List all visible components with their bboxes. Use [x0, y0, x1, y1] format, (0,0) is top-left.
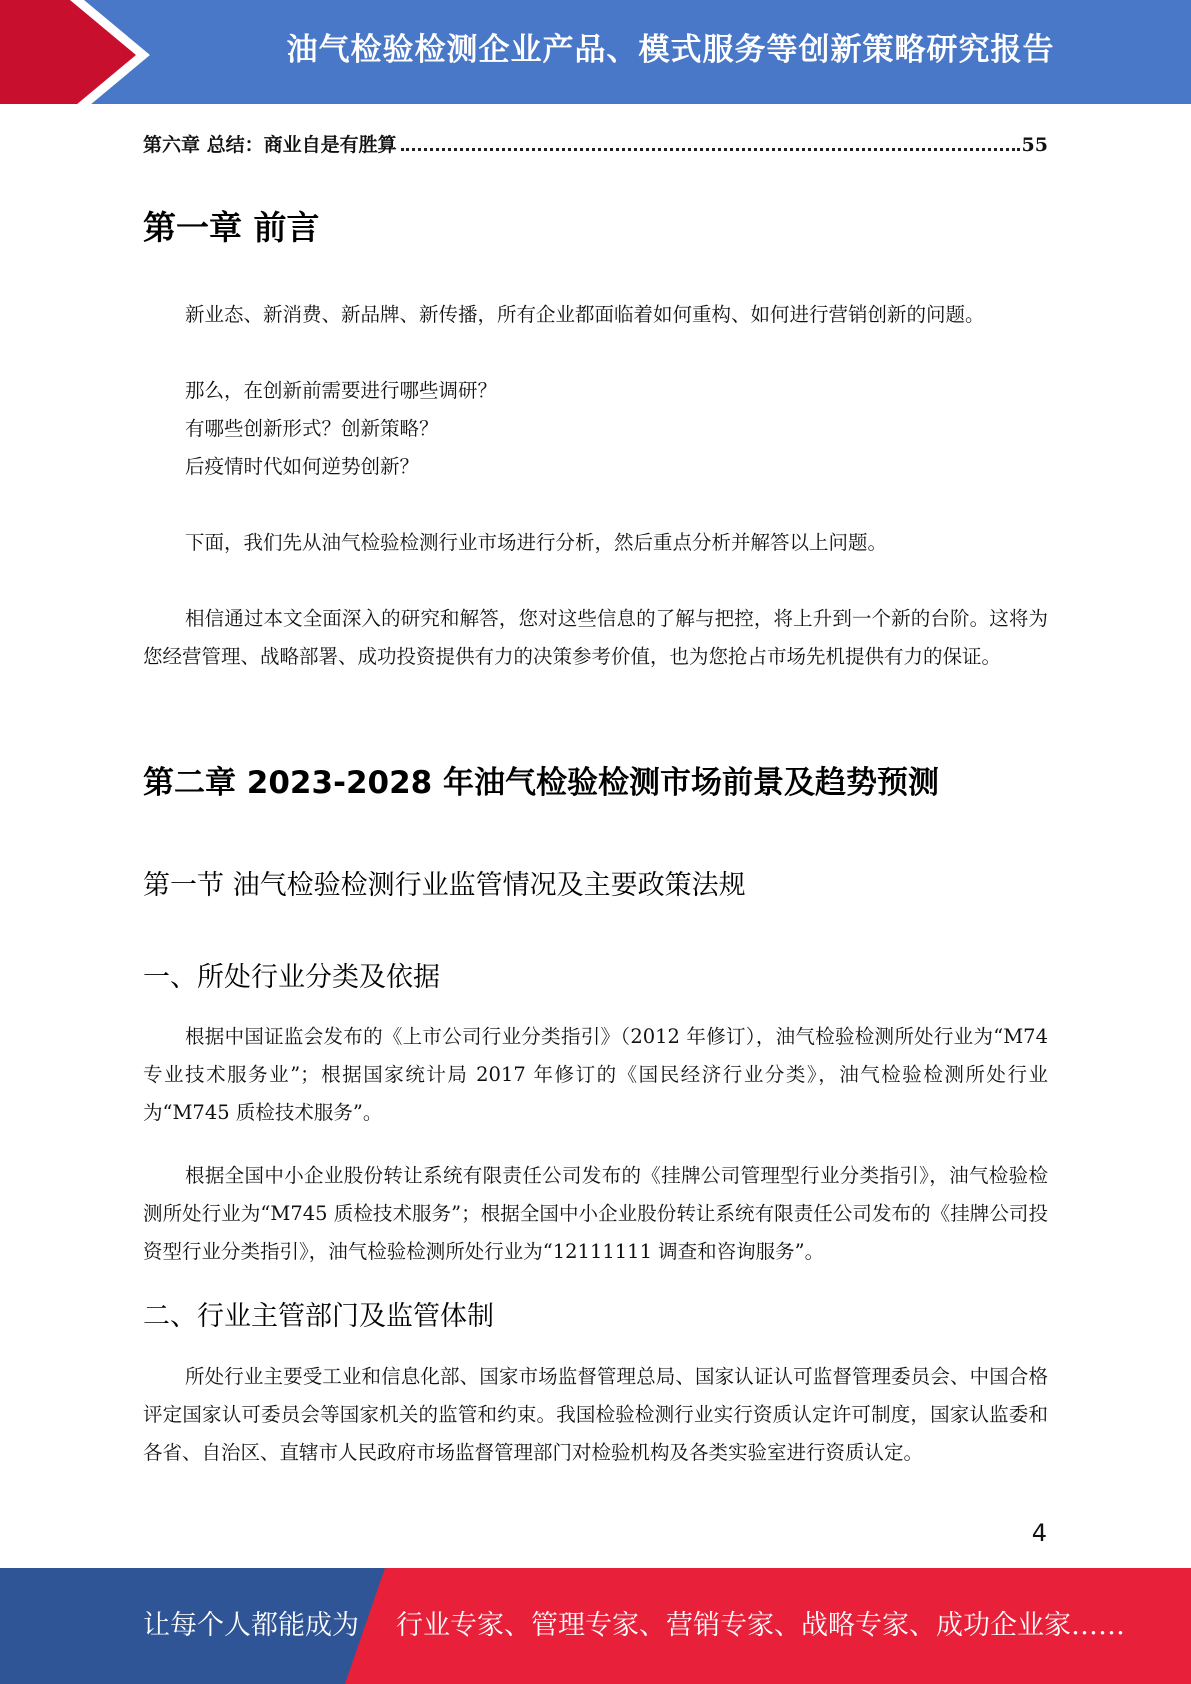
page-footer [0, 1568, 1191, 1684]
chapter-1-paragraph-2: 下面，我们先从油气检验检测行业市场进行分析，然后重点分析并解答以上问题。 [185, 531, 888, 554]
footer-slogan-right: 行业专家、管理专家、营销专家、战略专家、成功企业家…… [396, 1610, 1125, 1641]
chapter-1-heading: 第一章 前言 [143, 208, 320, 247]
subsection-2-heading: 二、行业主管部门及监管体制 [143, 1301, 494, 1332]
section-1-heading: 第一节 油气检验检测行业监管情况及主要政策法规 [143, 870, 746, 901]
subsection-2-paragraph-1: 所处行业主要受工业和信息化部、国家市场监督管理总局、国家认证认可监督管理委员会、中国合格评定国家认可委员会等国家机关的监管和约束。我国检验检测行业实行资质认定许可制度，国家认监委和各省、自治区、直辖市人民政府市场监督管理部门对检验机构及各类实验室进行资质认定。 [143, 1365, 1048, 1464]
chapter-1-paragraph-3: 相信通过本文全面深入的研究和解答，您对这些信息的了解与把控，将上升到一个新的台阶。这将为您经营管理、战略部署、成功投资提供有力的决策参考价值，也为您抢占市场先机提供有力的保证。 [143, 607, 1048, 668]
toc-entry[interactable] [143, 130, 1048, 157]
footer-slogan-left: 让每个人都能成为 [143, 1610, 359, 1641]
toc-label: 第六章 总结：商业自是有胜算 [143, 134, 397, 156]
chapter-2-heading: 第二章 2023-2028 年油气检验检测市场前景及趋势预测 [143, 765, 940, 801]
subsection-1-paragraph-2: 根据全国中小企业股份转让系统有限责任公司发布的《挂牌公司管理型行业分类指引》，油气检验检测所处行业为“M745 质检技术服务”；根据全国中小企业股份转让系统有限责任公司发布的《挂牌公司投资型行业分类指引》，油气检验检测所处行业为“12111111 调查和咨询服务”。 [143, 1164, 1048, 1263]
toc-leader-dots [401, 148, 1020, 151]
chapter-1-question-2: 有哪些创新形式？创新策略？ [185, 417, 439, 440]
chapter-1-question-3: 后疫情时代如何逆势创新？ [185, 455, 420, 478]
chapter-1-question-1: 那么，在创新前需要进行哪些调研？ [185, 379, 498, 402]
chapter-1-paragraph-1: 新业态、新消费、新品牌、新传播，所有企业都面临着如何重构、如何进行营销创新的问题。 [185, 303, 985, 326]
subsection-1-heading: 一、所处行业分类及依据 [143, 962, 440, 993]
subsection-1-paragraph-1: 根据中国证监会发布的《上市公司行业分类指引》（2012 年修订），油气检验检测所处行业为“M74 专业技术服务业”；根据国家统计局 2017 年修订的《国民经济行业分类》，油气检验检测所处行业为“M745 质检技术服务”。 [143, 1025, 1048, 1124]
page-header [0, 0, 1191, 110]
toc-page-number: 55 [1021, 134, 1048, 156]
report-title: 油气检验检测企业产品、模式服务等创新策略研究报告 [286, 32, 1055, 68]
page-number: 4 [1031, 1519, 1047, 1547]
